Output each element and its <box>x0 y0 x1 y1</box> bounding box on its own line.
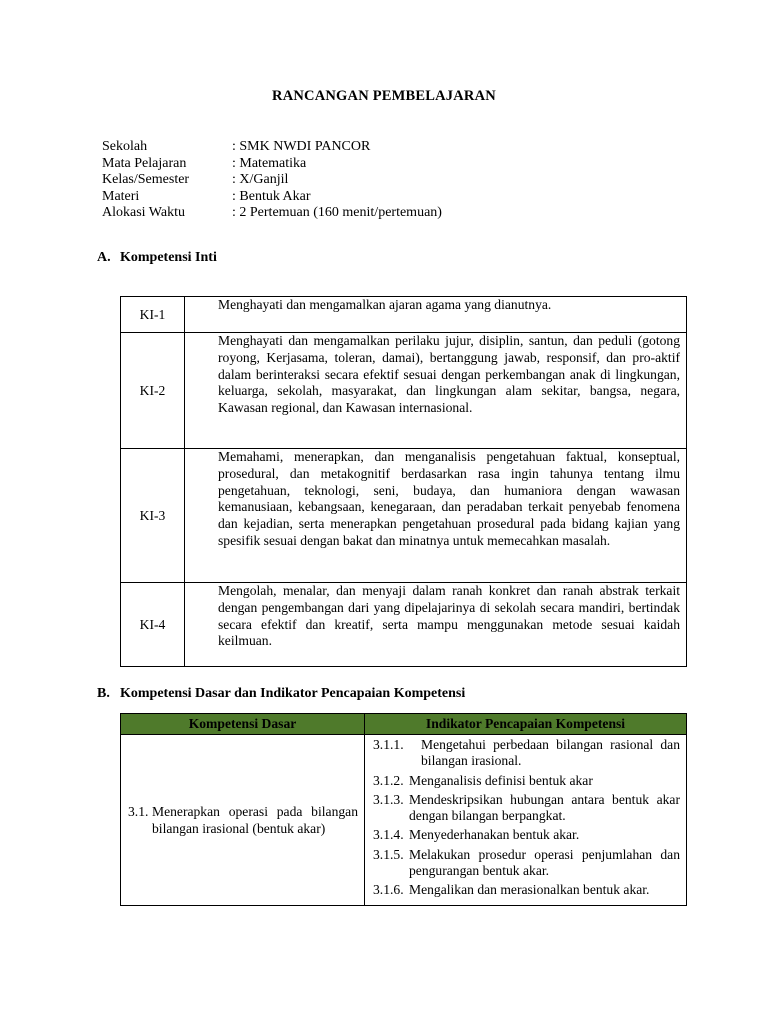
table-row <box>121 297 687 333</box>
ki-code: KI-2 <box>121 333 185 449</box>
info-label: Mata Pelajaran <box>102 155 187 171</box>
kd-item <box>128 803 358 837</box>
column-header-kompetensi-dasar: Kompetensi Dasar <box>121 714 365 735</box>
kompetensi-dasar-table <box>120 713 687 906</box>
ki-code: KI-1 <box>121 297 185 333</box>
info-row-alokasi-waktu <box>102 205 442 222</box>
indicator-number: 3.1.3. <box>373 791 404 807</box>
table-row <box>121 333 687 449</box>
table-row <box>121 735 687 906</box>
indicator-cell <box>365 735 687 906</box>
kompetensi-inti-table <box>120 296 687 667</box>
section-title: Kompetensi Inti <box>120 250 217 265</box>
kd-cell <box>121 735 365 906</box>
table-row <box>121 583 687 667</box>
section-b-heading <box>97 686 465 702</box>
info-label: Materi <box>102 188 140 204</box>
info-label: Kelas/Semester <box>102 172 190 188</box>
info-value: : SMK NWDI PANCOR <box>232 139 371 154</box>
info-row-kelas-semester <box>102 172 442 189</box>
info-value: : X/Ganjil <box>232 172 289 188</box>
info-value: : Matematika <box>232 155 307 171</box>
section-title: Kompetensi Dasar dan Indikator Pencapaian Kompetensi <box>120 686 466 701</box>
info-row-mata-pelajaran <box>102 156 442 173</box>
info-label: Alokasi Waktu <box>102 205 185 221</box>
info-block <box>102 139 442 222</box>
indicator-number: 3.1.6. <box>373 882 404 898</box>
ki-code: KI-3 <box>121 449 185 583</box>
indicator-item <box>373 827 680 843</box>
indicator-number: 3.1.5. <box>373 846 404 862</box>
ki-text: Memahami, menerapkan, dan menganalisis pengetahuan faktual, konseptual, prosedural, dan metakognitif berdasarkan rasa ingin tahunya tentang ilmu pengetahuan, teknologi, seni, budaya, dan humaniora dengan wawasan kemanusiaan, kebangsaan, kenegaraan, dan peradaban terkait penyebab fenomena dan kejadian, serta menerapkan pengetahuan prosedural pada bidang kajian yang spesifik sesuai dengan bakat dan minatnya untuk memecahkan masalah. <box>185 449 687 583</box>
ki-text: Menghayati dan mengamalkan ajaran agama yang dianutnya. <box>185 297 687 333</box>
indicator-item <box>373 773 680 789</box>
table-header-row <box>121 714 687 735</box>
indicator-text: Menyederhanakan bentuk akar. <box>409 827 580 843</box>
indicator-text: Mengalikan dan merasionalkan bentuk akar. <box>409 882 650 898</box>
info-row-sekolah <box>102 139 442 156</box>
indicator-number: 3.1.4. <box>373 827 404 843</box>
info-label: Sekolah <box>102 139 148 154</box>
info-value: : 2 Pertemuan (160 menit/pertemuan) <box>232 205 442 221</box>
indicator-item <box>373 847 680 880</box>
column-header-indikator: Indikator Pencapaian Kompetensi <box>365 714 687 735</box>
ki-text: Menghayati dan mengamalkan perilaku jujur, disiplin, santun, dan peduli (gotong royong, Kerjasama, toleran, damai), bertanggung jawab, responsif, dan pro-aktif dalam berinteraksi secara efektif sesuai dengan perkembangan anak di lingkungan, keluarga, sekolah, masyarakat, dan lingkungan alam sekitar, bangsa, negara, Kawasan regional, dan Kawasan internasional. <box>185 333 687 449</box>
indicator-text: Menganalisis definisi bentuk akar <box>409 772 593 788</box>
section-letter: B. <box>97 686 110 701</box>
ki-text: Mengolah, menalar, dan menyaji dalam ranah konkret dan ranah abstrak terkait dengan pengembangan dari yang dipelajarinya di sekolah secara mandiri, bertindak secara efektif dan kreatif, serta mampu menggunakan metode sesuai kaidah keilmuan. <box>185 583 687 667</box>
indicator-item <box>373 792 680 825</box>
section-letter: A. <box>97 250 111 265</box>
kd-number: 3.1. <box>128 804 149 820</box>
table-row <box>121 449 687 583</box>
ki-code: KI-4 <box>121 583 185 667</box>
indicator-text: Mendeskripsikan hubungan antara bentuk akar dengan bilangan berpangkat. <box>409 791 680 824</box>
indicator-item <box>373 882 680 898</box>
indicator-number: 3.1.1. <box>373 737 404 752</box>
indicator-number: 3.1.2. <box>373 772 404 788</box>
document-title: RANCANGAN PEMBELAJARAN <box>272 88 496 104</box>
kd-text: Menerapkan operasi pada bilangan bilangan irasional (bentuk akar) <box>152 804 358 837</box>
indicator-item <box>373 737 680 770</box>
info-value: : Bentuk Akar <box>232 188 311 204</box>
indicator-text: Melakukan prosedur operasi penjumlahan dan pengurangan bentuk akar. <box>409 846 680 879</box>
indicator-text: Mengetahui perbedaan bilangan rasional dan bilangan irasional. <box>421 737 680 769</box>
section-a-heading <box>97 250 217 266</box>
info-row-materi <box>102 189 442 206</box>
